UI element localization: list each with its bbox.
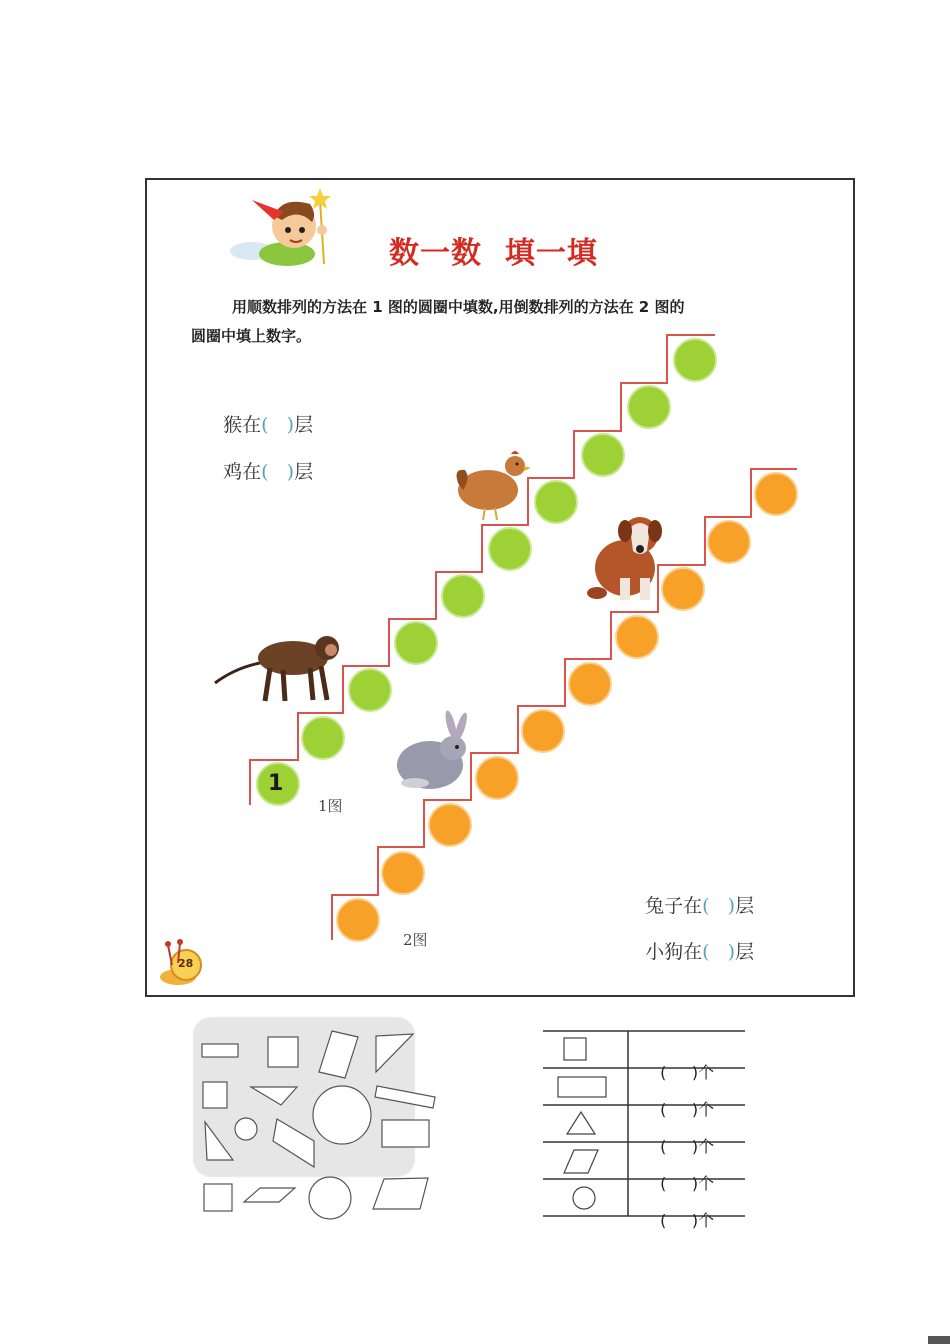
table-row-triangle-answer [650,1115,714,1157]
table-row-circle-answer [650,1189,714,1231]
shape-square [203,1082,227,1108]
shapes-picture [193,1017,443,1227]
open-bracket: ( [660,1100,667,1119]
row-unit: 个 [698,1174,715,1193]
row-unit: 个 [698,1211,715,1230]
table-triangle-icon [567,1112,595,1134]
shape-circle [235,1118,257,1140]
stair-circle-green [395,622,437,664]
shape-rectangle [382,1120,429,1147]
stair-circle-green [582,434,624,476]
stair-circle-orange [708,521,750,563]
open-bracket: ( [261,414,269,436]
question-unit: 层 [735,895,755,917]
table-rectangle-icon [558,1077,606,1097]
stair-circle-green [442,575,484,617]
shape-parallelogram [373,1178,428,1209]
close-bracket: ) [286,461,295,483]
table-parallelogram-icon [564,1150,598,1173]
shape-parallelogram [319,1031,358,1078]
open-bracket: ( [660,1174,667,1193]
question-dog-floor [633,915,754,964]
stair-circle-green [628,386,670,428]
scrollbar-thumb[interactable] [928,1336,950,1344]
close-bracket: ) [691,1100,699,1119]
question-unit: 层 [294,461,314,483]
shape-circle [313,1086,371,1144]
open-bracket: ( [660,1211,667,1230]
shape-triangle [376,1034,413,1072]
instruction-line-2: 圆圈中填上数字。 [191,327,312,345]
rabbit-illustration [397,709,469,789]
monkey-illustration [215,636,339,701]
shape-parallelogram [375,1086,435,1108]
stair-circle-green [349,669,391,711]
shape-parallelogram [244,1188,295,1202]
stair-circle-green [489,528,531,570]
figure-2-label: 2图 [403,931,428,949]
page-number: 28 [178,957,194,970]
close-bracket: ) [691,1174,699,1193]
question-subject: 小狗在 [645,941,703,963]
stair-circle-orange [569,663,611,705]
close-bracket: ) [691,1211,699,1230]
close-bracket: ) [286,414,295,436]
stair-circle-orange [476,757,518,799]
stair-circle-green [302,717,344,759]
counting-table [540,1028,750,1223]
stair-circle-green [674,339,716,381]
close-bracket: ) [691,1137,699,1156]
shape-parallelogram [273,1119,314,1167]
shape-square [268,1037,298,1067]
instruction-line-1: 用顺数排列的方法在 1 图的圆圈中填数,用倒数排列的方法在 2 图的 [232,298,685,316]
stair-circle-orange [382,852,424,894]
close-bracket: ) [691,1063,699,1082]
answer-blank[interactable] [666,1211,691,1230]
row-unit: 个 [698,1100,715,1119]
question-unit: 层 [294,414,314,436]
open-bracket: ( [660,1137,667,1156]
shape-square [204,1184,232,1211]
question-unit: 层 [735,941,755,963]
stair-circle-orange [616,616,658,658]
table-row-square-answer [650,1041,714,1083]
table-row-rectangle-answer [650,1078,714,1120]
first-circle-number: 1 [268,771,284,796]
answer-blank[interactable] [710,941,728,963]
answer-blank[interactable] [710,895,728,917]
figure-1-label: 1图 [318,797,343,815]
open-bracket: ( [702,895,710,917]
stair-circle-orange [755,473,797,515]
shape-rectangle [202,1044,238,1057]
page-title: 数一数 填一填 [389,236,598,271]
table-circle-icon [573,1187,595,1209]
question-subject: 猴在 [223,414,262,436]
stair-circle-green [535,481,577,523]
shape-triangle [205,1122,233,1160]
stair-circle-orange [522,710,564,752]
dog-illustration [587,517,662,600]
question-subject: 兔子在 [645,895,703,917]
open-bracket: ( [702,941,710,963]
stair-circle-orange [337,899,379,941]
open-bracket: ( [261,461,269,483]
open-bracket: ( [660,1063,667,1082]
stair-circle-orange [429,804,471,846]
row-unit: 个 [698,1137,715,1156]
question-subject: 鸡在 [223,461,262,483]
close-bracket: ) [727,895,736,917]
shape-triangle [251,1087,297,1105]
table-square-icon [564,1038,586,1060]
chicken-illustration [457,451,531,520]
close-bracket: ) [727,941,736,963]
table-row-parallelogram-answer [650,1152,714,1194]
question-rabbit-floor [633,869,754,918]
shape-circle [309,1177,351,1219]
row-unit: 个 [698,1063,715,1082]
stair-circle-orange [662,568,704,610]
